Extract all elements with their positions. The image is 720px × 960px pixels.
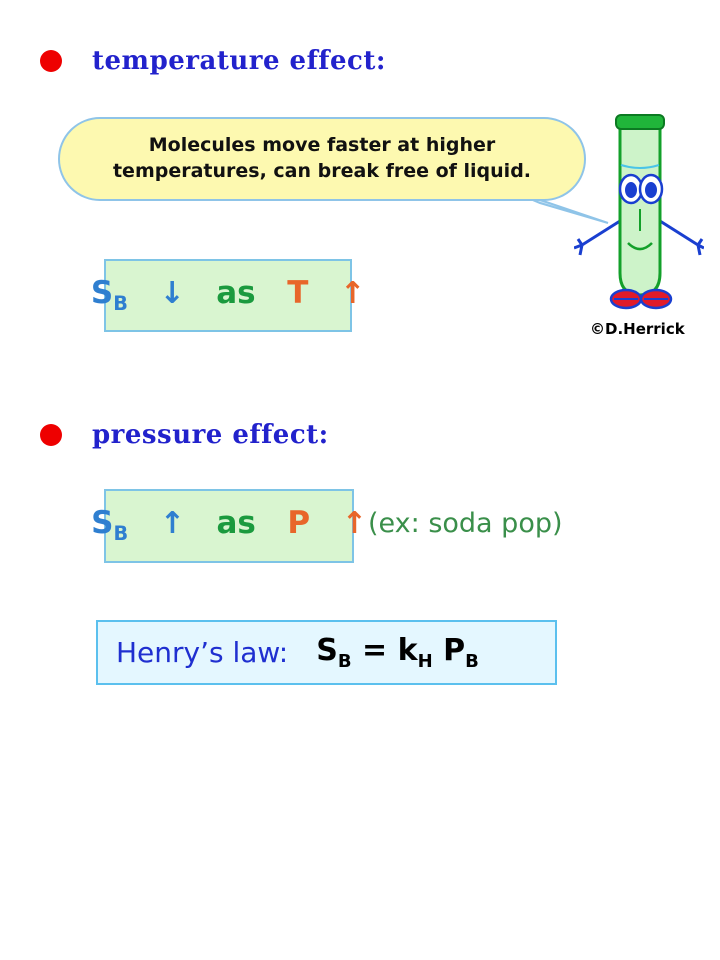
henrys-law-label: Henry’s law: <box>116 636 289 669</box>
henrys-law-formula: $S_B = k_H$ $P_B$ <box>316 633 479 672</box>
callout-bubble <box>58 117 586 201</box>
bullet-dot-icon <box>40 424 62 446</box>
solubility-symbol: $S_B$ <box>91 505 129 546</box>
connector-word: as <box>216 505 256 542</box>
equation-box-temperature <box>90 259 366 332</box>
solubility-symbol: $S_B$ <box>90 274 128 315</box>
bullet-label-pressure-effect: pressure effect: <box>92 420 329 450</box>
soda-pop-example-text: (ex: soda pop) <box>368 508 563 539</box>
callout-line-2: temperatures, can break free of liquid. <box>112 160 532 182</box>
equation-box-pressure <box>91 489 367 563</box>
bullet-item-temperature-effect <box>40 46 386 76</box>
credit-text: ©D.Herrick <box>590 320 685 338</box>
pressure-symbol: P <box>287 505 311 542</box>
callout-line-1: Molecules move faster at higher <box>148 134 496 157</box>
equation-temperature <box>90 274 366 315</box>
bullet-label-temperature-effect: temperature effect: <box>92 46 386 76</box>
solubility-arrow-down-icon: ↓ <box>159 275 185 311</box>
temperature-arrow-up-icon: ↑ <box>339 275 366 311</box>
connector-word: as <box>216 274 256 311</box>
equation-pressure <box>91 505 367 546</box>
bullet-item-pressure-effect <box>40 420 329 450</box>
solubility-arrow-up-icon: ↑ <box>159 506 185 542</box>
henrys-law-box <box>96 620 557 685</box>
bullet-dot-icon <box>40 50 62 72</box>
pressure-arrow-up-icon: ↑ <box>341 506 367 542</box>
test-tube-cartoon-character-icon <box>574 105 704 315</box>
temperature-symbol: T <box>287 274 309 311</box>
